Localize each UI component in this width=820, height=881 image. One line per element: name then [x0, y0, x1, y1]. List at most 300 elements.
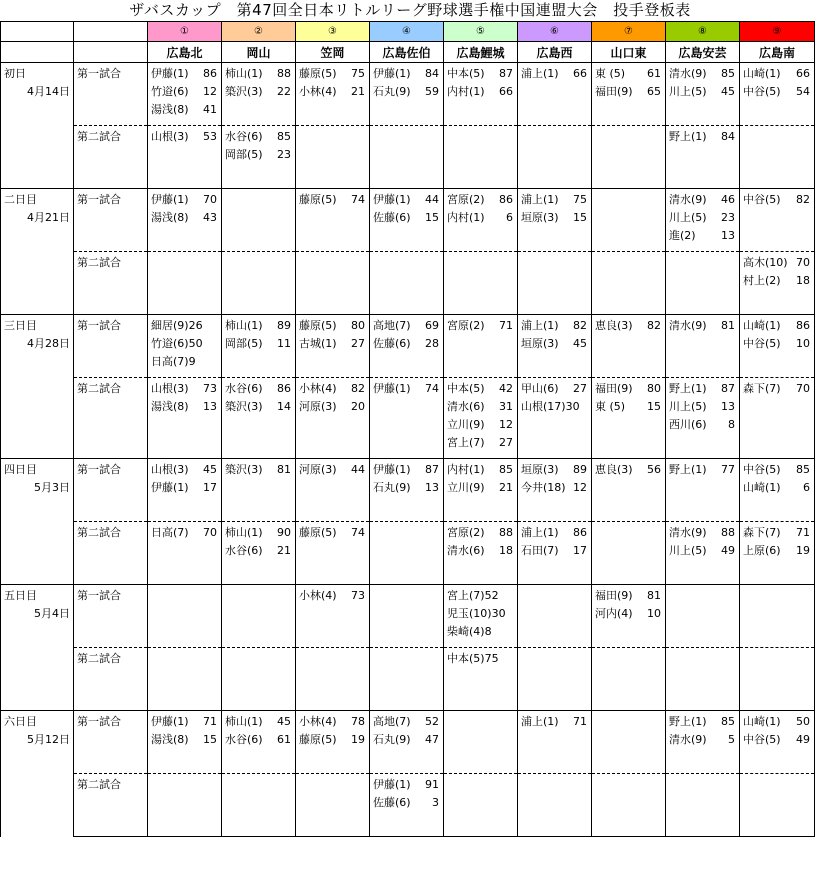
pitcher-entry: [595, 398, 661, 416]
pitch-cell-広島南: [740, 63, 815, 126]
pitcher-entry: [595, 605, 661, 623]
pitcher-name: 中谷(5): [743, 85, 781, 98]
pitcher-name: 伊藤(1): [151, 67, 189, 80]
team-number-8: ⑧: [666, 22, 740, 42]
game-row: [1, 522, 815, 585]
pitch-cell-山口東: [592, 252, 666, 315]
pitcher-name: 清水(6): [447, 400, 485, 413]
pitch-cell-笠岡: [296, 459, 370, 522]
pitcher-list: [148, 774, 221, 776]
pitcher-name: 上原(6): [743, 544, 781, 557]
pitch-cell-広島西: [518, 774, 592, 837]
pitcher-list: [740, 522, 814, 560]
pitcher-name: 山根(3): [151, 382, 189, 395]
pitch-count: 87: [499, 67, 513, 80]
pitcher-entry: [743, 731, 810, 749]
pitcher-name: 岡部(5): [225, 337, 263, 350]
pitcher-entry: [595, 587, 661, 605]
team-number-7: ⑦: [592, 22, 666, 42]
pitch-count: 46: [721, 193, 735, 206]
pitcher-name: 築沢(3): [225, 85, 263, 98]
pitching-record-table: [0, 21, 815, 837]
day-label: [1, 63, 73, 101]
day-cell: [1, 459, 74, 585]
pitcher-entry: [743, 191, 810, 209]
game-label-cell: [74, 252, 148, 315]
pitcher-entry: [521, 542, 587, 560]
pitcher-name: 浦上(1): [521, 319, 559, 332]
game-label-cell: [74, 711, 148, 774]
pitch-cell-広島佐伯: [370, 315, 444, 378]
pitch-cell-広島南: [740, 252, 815, 315]
pitcher-name: 築沢(3): [225, 463, 263, 476]
pitch-count: 17: [573, 544, 587, 557]
pitch-count: 27: [351, 337, 365, 350]
pitch-count: 81: [277, 463, 291, 476]
game-label-cell: [74, 315, 148, 378]
pitcher-name: 浦上(1): [521, 715, 559, 728]
game-row: [1, 585, 815, 648]
pitcher-entry: [373, 335, 439, 353]
pitch-count: 71: [203, 715, 217, 728]
team-number-5: ⑤: [444, 22, 518, 42]
team-name-7: 山口東: [592, 42, 666, 63]
pitcher-entry: [151, 713, 217, 731]
pitcher-list: [444, 522, 517, 560]
pitch-count: 59: [425, 85, 439, 98]
pitch-cell-広島佐伯: [370, 189, 444, 252]
pitcher-name: 伊藤(1): [151, 481, 189, 494]
pitcher-entry: [447, 434, 513, 452]
pitcher-entry: [225, 713, 291, 731]
pitcher-list: [666, 585, 739, 587]
pitch-count: 21: [351, 85, 365, 98]
pitch-count: 22: [277, 85, 291, 98]
pitch-count: 44: [351, 463, 365, 476]
pitch-count: 66: [499, 85, 513, 98]
pitcher-list: [740, 648, 814, 650]
day-name: 四日目: [4, 463, 37, 476]
team-name-5: 広島鯉城: [444, 42, 518, 63]
pitcher-entry: [299, 317, 365, 335]
pitcher-entry: [669, 83, 735, 101]
pitcher-list: [148, 711, 221, 749]
pitcher-list: [666, 711, 739, 749]
pitcher-entry: [743, 317, 810, 335]
pitcher-entry: [151, 461, 217, 479]
pitch-count: 78: [351, 715, 365, 728]
game-label-cell: [74, 189, 148, 252]
pitcher-entry: [743, 272, 810, 290]
pitcher-name: 小林(4): [299, 715, 337, 728]
pitch-count: 85: [796, 463, 810, 476]
pitcher-name: 水谷(6): [225, 544, 263, 557]
pitcher-entry: [151, 128, 217, 146]
team-number-1: ①: [148, 22, 222, 42]
pitch-count: 53: [203, 130, 217, 143]
pitcher-list: [666, 189, 739, 245]
game-label: 第一試合: [77, 193, 121, 206]
pitch-cell-山口東: [592, 711, 666, 774]
pitcher-list: [444, 252, 517, 254]
pitch-cell-笠岡: [296, 711, 370, 774]
pitcher-list: [370, 378, 443, 398]
pitcher-name: 佐藤(6): [373, 211, 411, 224]
pitch-cell-広島西: [518, 648, 592, 711]
day-name: 六日目: [4, 715, 37, 728]
pitcher-name: 山崎(1): [743, 319, 781, 332]
pitch-cell-広島西: [518, 585, 592, 648]
pitcher-list: [518, 63, 591, 83]
pitch-count: 43: [203, 211, 217, 224]
pitcher-name: 柿山(1): [225, 715, 263, 728]
pitch-count: 74: [351, 526, 365, 539]
team-name-8: 広島安芸: [666, 42, 740, 63]
pitch-count: 27: [573, 382, 587, 395]
pitch-count: 21: [499, 481, 513, 494]
pitch-cell-広島佐伯: [370, 774, 444, 837]
pitcher-entry: [743, 524, 810, 542]
pitch-count: 84: [721, 130, 735, 143]
pitcher-entry: [521, 191, 587, 209]
day-name: 三日目: [4, 319, 37, 332]
pitch-count: 82: [573, 319, 587, 332]
pitch-cell-広島安芸: [666, 252, 740, 315]
pitcher-name: 日高(7)9: [151, 355, 196, 368]
pitcher-name: 内村(1): [447, 463, 485, 476]
pitcher-name: 清水(9): [669, 733, 707, 746]
pitcher-list: [740, 63, 814, 101]
pitcher-list: [296, 126, 369, 128]
pitcher-name: 川上(5): [669, 544, 707, 557]
team-number-3: ③: [296, 22, 370, 42]
pitcher-entry: [447, 650, 513, 668]
pitch-count: 20: [351, 400, 365, 413]
pitcher-name: 中谷(5): [743, 463, 781, 476]
pitcher-entry: [743, 542, 810, 560]
pitcher-list: [148, 459, 221, 497]
pitch-count: 13: [203, 400, 217, 413]
pitch-cell-広島鯉城: [444, 774, 518, 837]
pitcher-name: 竹逧(6): [151, 85, 189, 98]
pitcher-entry: [373, 461, 439, 479]
pitcher-list: [666, 378, 739, 434]
pitcher-name: 河原(3): [299, 400, 337, 413]
pitcher-name: 西川(6): [669, 418, 707, 431]
day-cell: [1, 585, 74, 711]
pitcher-entry: [151, 209, 217, 227]
pitch-cell-山口東: [592, 585, 666, 648]
pitcher-entry: [669, 713, 735, 731]
pitch-cell-広島北: [148, 459, 222, 522]
pitcher-list: [370, 585, 443, 587]
game-label-cell: [74, 126, 148, 189]
pitcher-list: [592, 63, 665, 101]
pitch-cell-広島北: [148, 252, 222, 315]
pitcher-entry: [373, 731, 439, 749]
pitch-count: 77: [721, 463, 735, 476]
day-cell: [1, 63, 74, 189]
pitch-cell-広島佐伯: [370, 378, 444, 459]
pitcher-name: 水谷(6): [225, 130, 263, 143]
pitch-cell-広島南: [740, 711, 815, 774]
pitch-cell-広島北: [148, 522, 222, 585]
pitcher-name: 古城(1): [299, 337, 337, 350]
pitch-count: 75: [351, 67, 365, 80]
pitcher-list: [592, 585, 665, 623]
pitch-count: 80: [647, 382, 661, 395]
pitcher-entry: [373, 713, 439, 731]
pitcher-entry: [521, 209, 587, 227]
pitcher-list: [370, 774, 443, 812]
pitcher-entry: [447, 605, 513, 623]
pitch-count: 50: [796, 715, 810, 728]
pitcher-entry: [225, 317, 291, 335]
pitch-cell-広島北: [148, 774, 222, 837]
game-label-cell: [74, 459, 148, 522]
pitcher-name: 河内(4): [595, 607, 633, 620]
pitcher-list: [222, 315, 295, 353]
pitch-count: 42: [499, 382, 513, 395]
day-cell: [1, 711, 74, 837]
pitcher-list: [666, 522, 739, 560]
pitcher-list: [518, 711, 591, 731]
pitcher-name: 石田(7): [521, 544, 559, 557]
pitcher-entry: [447, 623, 513, 641]
pitcher-name: 築沢(3): [225, 400, 263, 413]
pitcher-entry: [447, 524, 513, 542]
game-label: 第一試合: [77, 319, 121, 332]
pitch-cell-広島北: [148, 126, 222, 189]
pitcher-entry: [225, 398, 291, 416]
team-number-2: ②: [222, 22, 296, 42]
pitch-count: 90: [277, 526, 291, 539]
team-name-2: 岡山: [222, 42, 296, 63]
pitch-cell-広島佐伯: [370, 648, 444, 711]
pitcher-list: [222, 63, 295, 101]
pitch-count: 85: [721, 715, 735, 728]
pitch-cell-山口東: [592, 774, 666, 837]
pitcher-list: [148, 189, 221, 227]
pitch-count: 13: [425, 481, 439, 494]
day-date: 4月28日: [27, 337, 70, 350]
pitch-count: 71: [499, 319, 513, 332]
pitcher-list: [222, 711, 295, 749]
pitcher-name: 山崎(1): [743, 481, 781, 494]
pitcher-list: [592, 189, 665, 191]
pitcher-name: 進(2): [669, 229, 696, 242]
pitch-cell-広島鯉城: [444, 711, 518, 774]
pitch-count: 85: [721, 67, 735, 80]
pitcher-entry: [225, 65, 291, 83]
pitcher-entry: [669, 461, 735, 479]
pitch-count: 45: [573, 337, 587, 350]
pitcher-entry: [151, 191, 217, 209]
pitch-cell-広島佐伯: [370, 63, 444, 126]
pitcher-list: [666, 648, 739, 650]
pitcher-entry: [373, 191, 439, 209]
pitcher-name: 日高(7): [151, 526, 189, 539]
pitcher-entry: [669, 209, 735, 227]
pitch-cell-岡山: [222, 63, 296, 126]
pitcher-name: 伊藤(1): [373, 67, 411, 80]
pitch-cell-広島鯉城: [444, 252, 518, 315]
pitcher-list: [740, 252, 814, 290]
pitch-count: 10: [647, 607, 661, 620]
day-name: 五日目: [4, 589, 37, 602]
pitcher-entry: [447, 380, 513, 398]
pitcher-entry: [225, 731, 291, 749]
pitcher-entry: [521, 317, 587, 335]
pitch-count: 6: [506, 211, 513, 224]
pitch-cell-広島佐伯: [370, 711, 444, 774]
pitcher-list: [222, 189, 295, 191]
pitcher-list: [370, 189, 443, 227]
pitcher-name: 野上(1): [669, 715, 707, 728]
pitcher-list: [148, 315, 221, 371]
game-row: [1, 63, 815, 126]
pitcher-list: [296, 648, 369, 650]
pitch-cell-広島北: [148, 315, 222, 378]
pitch-cell-山口東: [592, 189, 666, 252]
pitcher-entry: [669, 542, 735, 560]
game-label-cell: [74, 585, 148, 648]
pitcher-name: 高木(10): [743, 256, 788, 269]
pitcher-list: [296, 774, 369, 776]
pitch-count: 13: [721, 400, 735, 413]
pitch-cell-広島安芸: [666, 522, 740, 585]
pitcher-name: 東 (5): [595, 400, 626, 413]
pitch-count: 70: [796, 382, 810, 395]
pitcher-name: 今井(18): [521, 481, 566, 494]
pitcher-list: [148, 126, 221, 146]
pitch-count: 65: [647, 85, 661, 98]
pitcher-name: 石丸(9): [373, 85, 411, 98]
pitch-count: 86: [277, 382, 291, 395]
pitcher-list: [444, 315, 517, 335]
pitcher-list: [740, 126, 814, 128]
pitcher-list: [592, 648, 665, 650]
pitcher-name: 垣原(3): [521, 463, 559, 476]
pitch-count: 3: [432, 796, 439, 809]
pitch-count: 28: [425, 337, 439, 350]
pitcher-list: [518, 252, 591, 254]
team-name-1: 広島北: [148, 42, 222, 63]
pitcher-entry: [225, 524, 291, 542]
day-date: 4月21日: [27, 211, 70, 224]
pitcher-name: 浦上(1): [521, 67, 559, 80]
pitch-count: 45: [721, 85, 735, 98]
pitcher-name: 宮上(7): [447, 436, 485, 449]
pitcher-entry: [225, 146, 291, 164]
pitcher-list: [666, 315, 739, 335]
pitcher-entry: [299, 380, 365, 398]
day-date: 5月12日: [27, 733, 70, 746]
pitch-cell-広島安芸: [666, 63, 740, 126]
pitcher-name: 宮原(2): [447, 193, 485, 206]
pitch-count: 61: [647, 67, 661, 80]
game-label: 第二試合: [77, 256, 121, 269]
pitcher-entry: [299, 335, 365, 353]
pitcher-entry: [521, 479, 587, 497]
pitch-count: 86: [796, 319, 810, 332]
pitch-cell-広島南: [740, 189, 815, 252]
pitcher-name: 福田(9): [595, 382, 633, 395]
pitcher-name: 伊藤(1): [373, 778, 411, 791]
pitcher-entry: [521, 461, 587, 479]
pitch-cell-広島鯉城: [444, 522, 518, 585]
pitcher-name: 伊藤(1): [373, 193, 411, 206]
pitch-count: 82: [351, 382, 365, 395]
pitch-count: 45: [277, 715, 291, 728]
pitcher-entry: [373, 380, 439, 398]
pitcher-list: [296, 63, 369, 101]
pitcher-entry: [299, 713, 365, 731]
pitcher-name: 柿山(1): [225, 67, 263, 80]
pitcher-entry: [447, 479, 513, 497]
pitcher-name: 立川(9): [447, 481, 485, 494]
page-title: ザバスカップ 第47回全日本リトルリーグ野球選手権中国連盟大会 投手登板表: [129, 1, 691, 19]
pitcher-name: 恵良(3): [595, 463, 633, 476]
pitcher-list: [592, 126, 665, 128]
pitcher-entry: [151, 335, 217, 353]
pitcher-list: [592, 522, 665, 524]
pitcher-list: [222, 459, 295, 479]
game-label-cell: [74, 378, 148, 459]
pitch-cell-山口東: [592, 648, 666, 711]
pitcher-list: [222, 648, 295, 650]
pitch-cell-広島鯉城: [444, 315, 518, 378]
pitcher-name: 垣原(3): [521, 211, 559, 224]
pitch-cell-広島安芸: [666, 315, 740, 378]
pitcher-entry: [743, 254, 810, 272]
day-label: [1, 189, 73, 227]
pitcher-list: [370, 63, 443, 101]
pitcher-entry: [669, 317, 735, 335]
pitch-count: 8: [728, 418, 735, 431]
pitch-count: 88: [721, 526, 735, 539]
pitch-cell-広島北: [148, 189, 222, 252]
header-team-row: [1, 42, 815, 63]
pitcher-name: 藤原(5): [299, 733, 337, 746]
pitch-cell-広島安芸: [666, 774, 740, 837]
pitch-cell-笠岡: [296, 648, 370, 711]
pitcher-entry: [225, 542, 291, 560]
pitcher-entry: [151, 479, 217, 497]
pitch-count: 61: [277, 733, 291, 746]
game-row: [1, 126, 815, 189]
pitch-cell-岡山: [222, 252, 296, 315]
pitcher-entry: [225, 128, 291, 146]
pitch-count: 66: [573, 67, 587, 80]
pitch-cell-広島西: [518, 189, 592, 252]
pitcher-name: 甲山(6): [521, 382, 559, 395]
pitch-cell-広島安芸: [666, 459, 740, 522]
pitcher-entry: [595, 83, 661, 101]
pitch-count: 45: [203, 463, 217, 476]
game-row: [1, 774, 815, 837]
pitch-count: 15: [647, 400, 661, 413]
game-row: [1, 189, 815, 252]
pitcher-name: 藤原(5): [299, 67, 337, 80]
pitcher-name: 福田(9): [595, 85, 633, 98]
pitcher-name: 宮原(2): [447, 526, 485, 539]
pitch-count: 69: [425, 319, 439, 332]
pitcher-list: [222, 378, 295, 416]
pitcher-name: 村上(2): [743, 274, 781, 287]
pitcher-name: 川上(5): [669, 400, 707, 413]
pitch-count: 13: [721, 229, 735, 242]
